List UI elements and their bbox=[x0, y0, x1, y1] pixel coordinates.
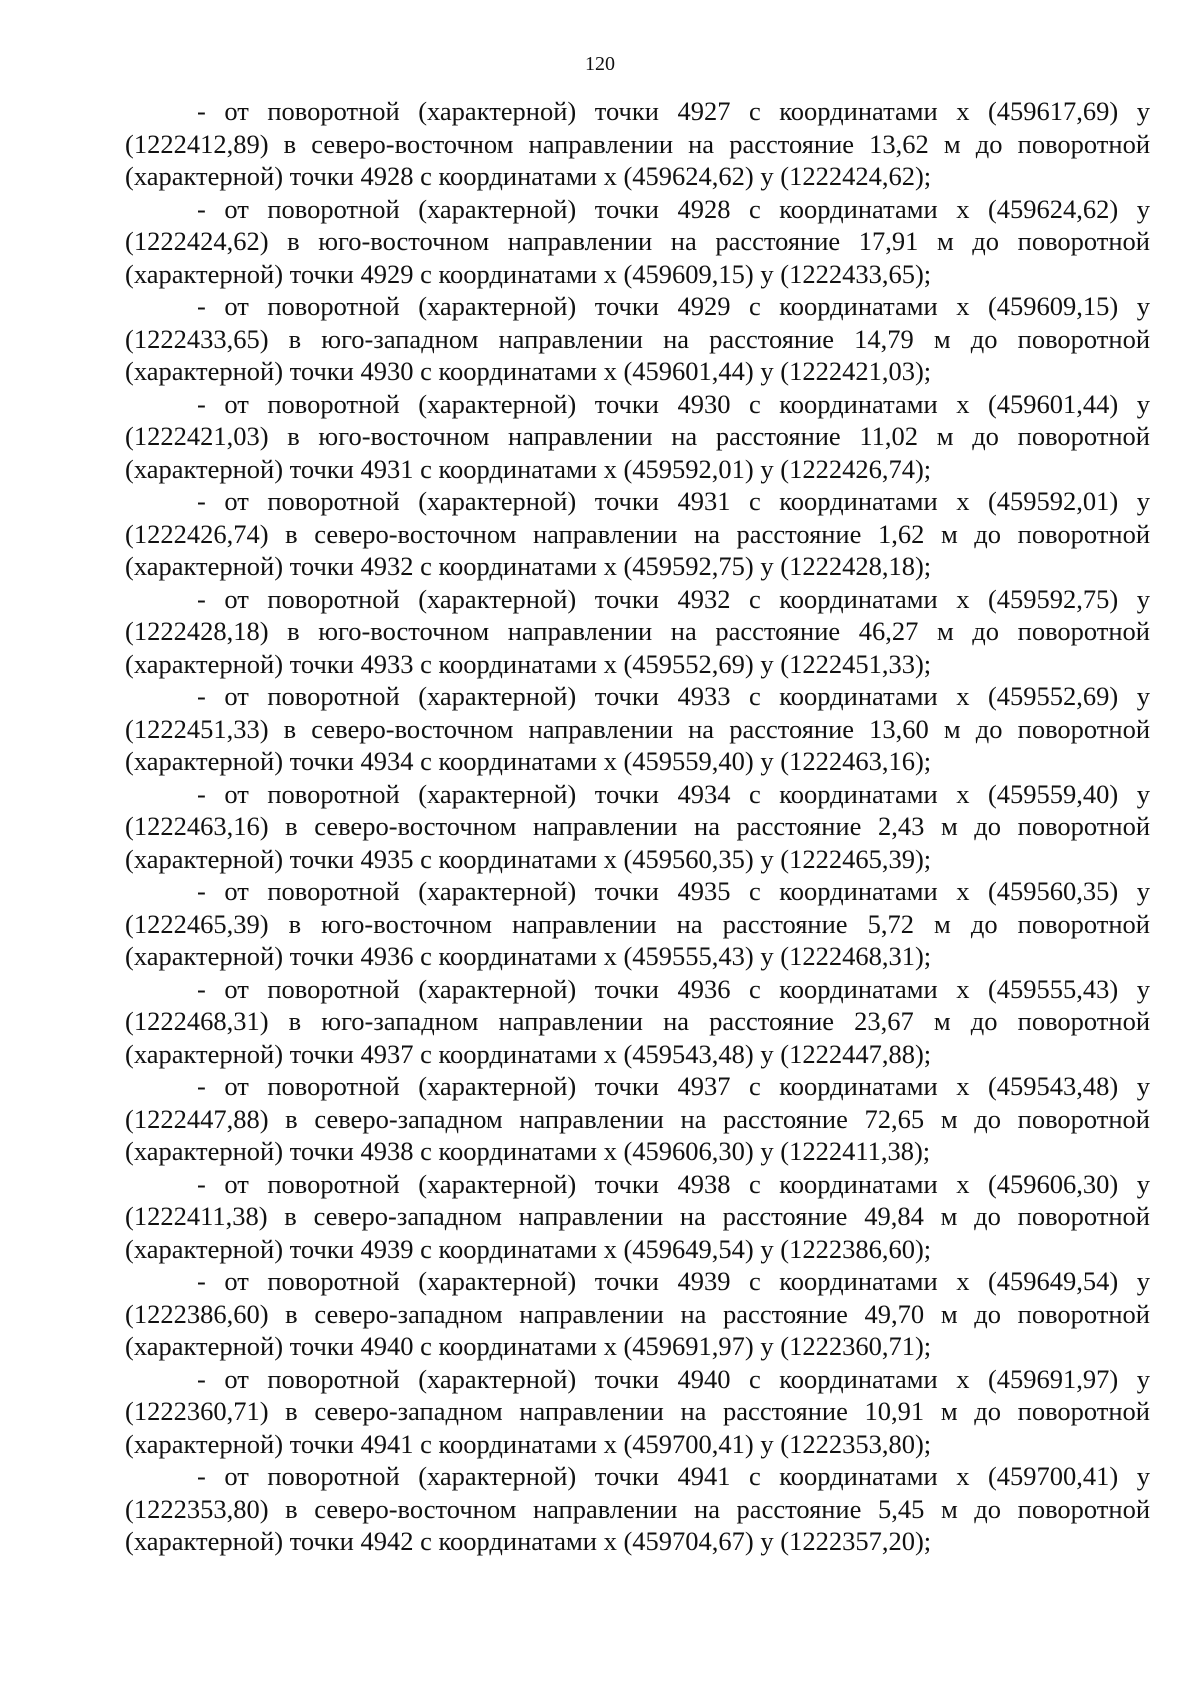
boundary-segment-4941: - от поворотной (характерной) точки 4941 с координатами x (459700,41) y (1222353,80) в северо-восточном направлении на расстояние 5,45 м до поворотной (характерной) точки 4942 с координатами x (459704,67) y (1222357,20); bbox=[125, 1461, 1150, 1556]
boundary-segment-4938: - от поворотной (характерной) точки 4938 с координатами x (459606,30) y (1222411,38) в северо-западном направлении на расстояние 49,84 м до поворотной (характерной) точки 4939 с координатами x (459649,54) y (1222386,60); bbox=[125, 1168, 1150, 1264]
page-number: 120 bbox=[585, 53, 615, 75]
boundary-segment-4939: - от поворотной (характерной) точки 4939 с координатами x (459649,54) y (1222386,60) в северо-западном направлении на расстояние 49,70 м до поворотной (характерной) точки 4940 с координатами x (459691,97) y (1222360,71); bbox=[125, 1266, 1150, 1361]
boundary-segment-4930: - от поворотной (характерной) точки 4930 с координатами x (459601,44) y (1222421,03) в юго-восточном направлении на расстояние 11,02 м до поворотной (характерной) точки 4931 с координатами x (459592,01) y (1222426,74); bbox=[125, 388, 1150, 484]
boundary-segment-4935: - от поворотной (характерной) точки 4935 с координатами x (459560,35) y (1222465,39) в юго-восточном направлении на расстояние 5,72 м до поворотной (характерной) точки 4936 с координатами x (459555,43) y (1222468,31); bbox=[125, 876, 1150, 971]
boundary-segment-4931: - от поворотной (характерной) точки 4931 с координатами x (459592,01) y (1222426,74) в северо-восточном направлении на расстояние 1,62 м до поворотной (характерной) точки 4932 с координатами x (459592,75) y (1222428,18); bbox=[125, 486, 1150, 581]
boundary-segment-4937: - от поворотной (характерной) точки 4937 с координатами x (459543,48) y (1222447,88) в северо-западном направлении на расстояние 72,65 м до поворотной (характерной) точки 4938 с координатами x (459606,30) y (1222411,38); bbox=[125, 1071, 1150, 1166]
boundary-segment-4936: - от поворотной (характерной) точки 4936 с координатами x (459555,43) y (1222468,31) в юго-западном направлении на расстояние 23,67 м до поворотной (характерной) точки 4937 с координатами x (459543,48) y (1222447,88); bbox=[125, 973, 1150, 1069]
boundary-segment-4929: - от поворотной (характерной) точки 4929 с координатами x (459609,15) y (1222433,65) в юго-западном направлении на расстояние 14,79 м до поворотной (характерной) точки 4930 с координатами x (459601,44) y (1222421,03); bbox=[125, 291, 1150, 386]
boundary-segment-4934: - от поворотной (характерной) точки 4934 с координатами x (459559,40) y (1222463,16) в северо-восточном направлении на расстояние 2,43 м до поворотной (характерной) точки 4935 с координатами x (459560,35) y (1222465,39); bbox=[125, 778, 1150, 874]
boundary-segment-4928: - от поворотной (характерной) точки 4928 с координатами x (459624,62) y (1222424,62) в юго-восточном направлении на расстояние 17,91 м до поворотной (характерной) точки 4929 с координатами x (459609,15) y (1222433,65); bbox=[125, 193, 1150, 289]
boundary-segment-4932: - от поворотной (характерной) точки 4932 с координатами x (459592,75) y (1222428,18) в юго-восточном направлении на расстояние 46,27 м до поворотной (характерной) точки 4933 с координатами x (459552,69) y (1222451,33); bbox=[125, 583, 1150, 679]
boundary-segment-4927: - от поворотной (характерной) точки 4927 с координатами x (459617,69) y (1222412,89) в северо-восточном направлении на расстояние 13,62 м до поворотной (характерной) точки 4928 с координатами x (459624,62) y (1222424,62); bbox=[125, 96, 1150, 191]
boundary-segment-4940: - от поворотной (характерной) точки 4940 с координатами x (459691,97) y (1222360,71) в северо-западном направлении на расстояние 10,91 м до поворотной (характерной) точки 4941 с координатами x (459700,41) y (1222353,80); bbox=[125, 1363, 1150, 1459]
boundary-segment-4933: - от поворотной (характерной) точки 4933 с координатами x (459552,69) y (1222451,33) в северо-восточном направлении на расстояние 13,60 м до поворотной (характерной) точки 4934 с координатами x (459559,40) y (1222463,16); bbox=[125, 681, 1150, 776]
boundary-description bbox=[125, 95, 1150, 1558]
